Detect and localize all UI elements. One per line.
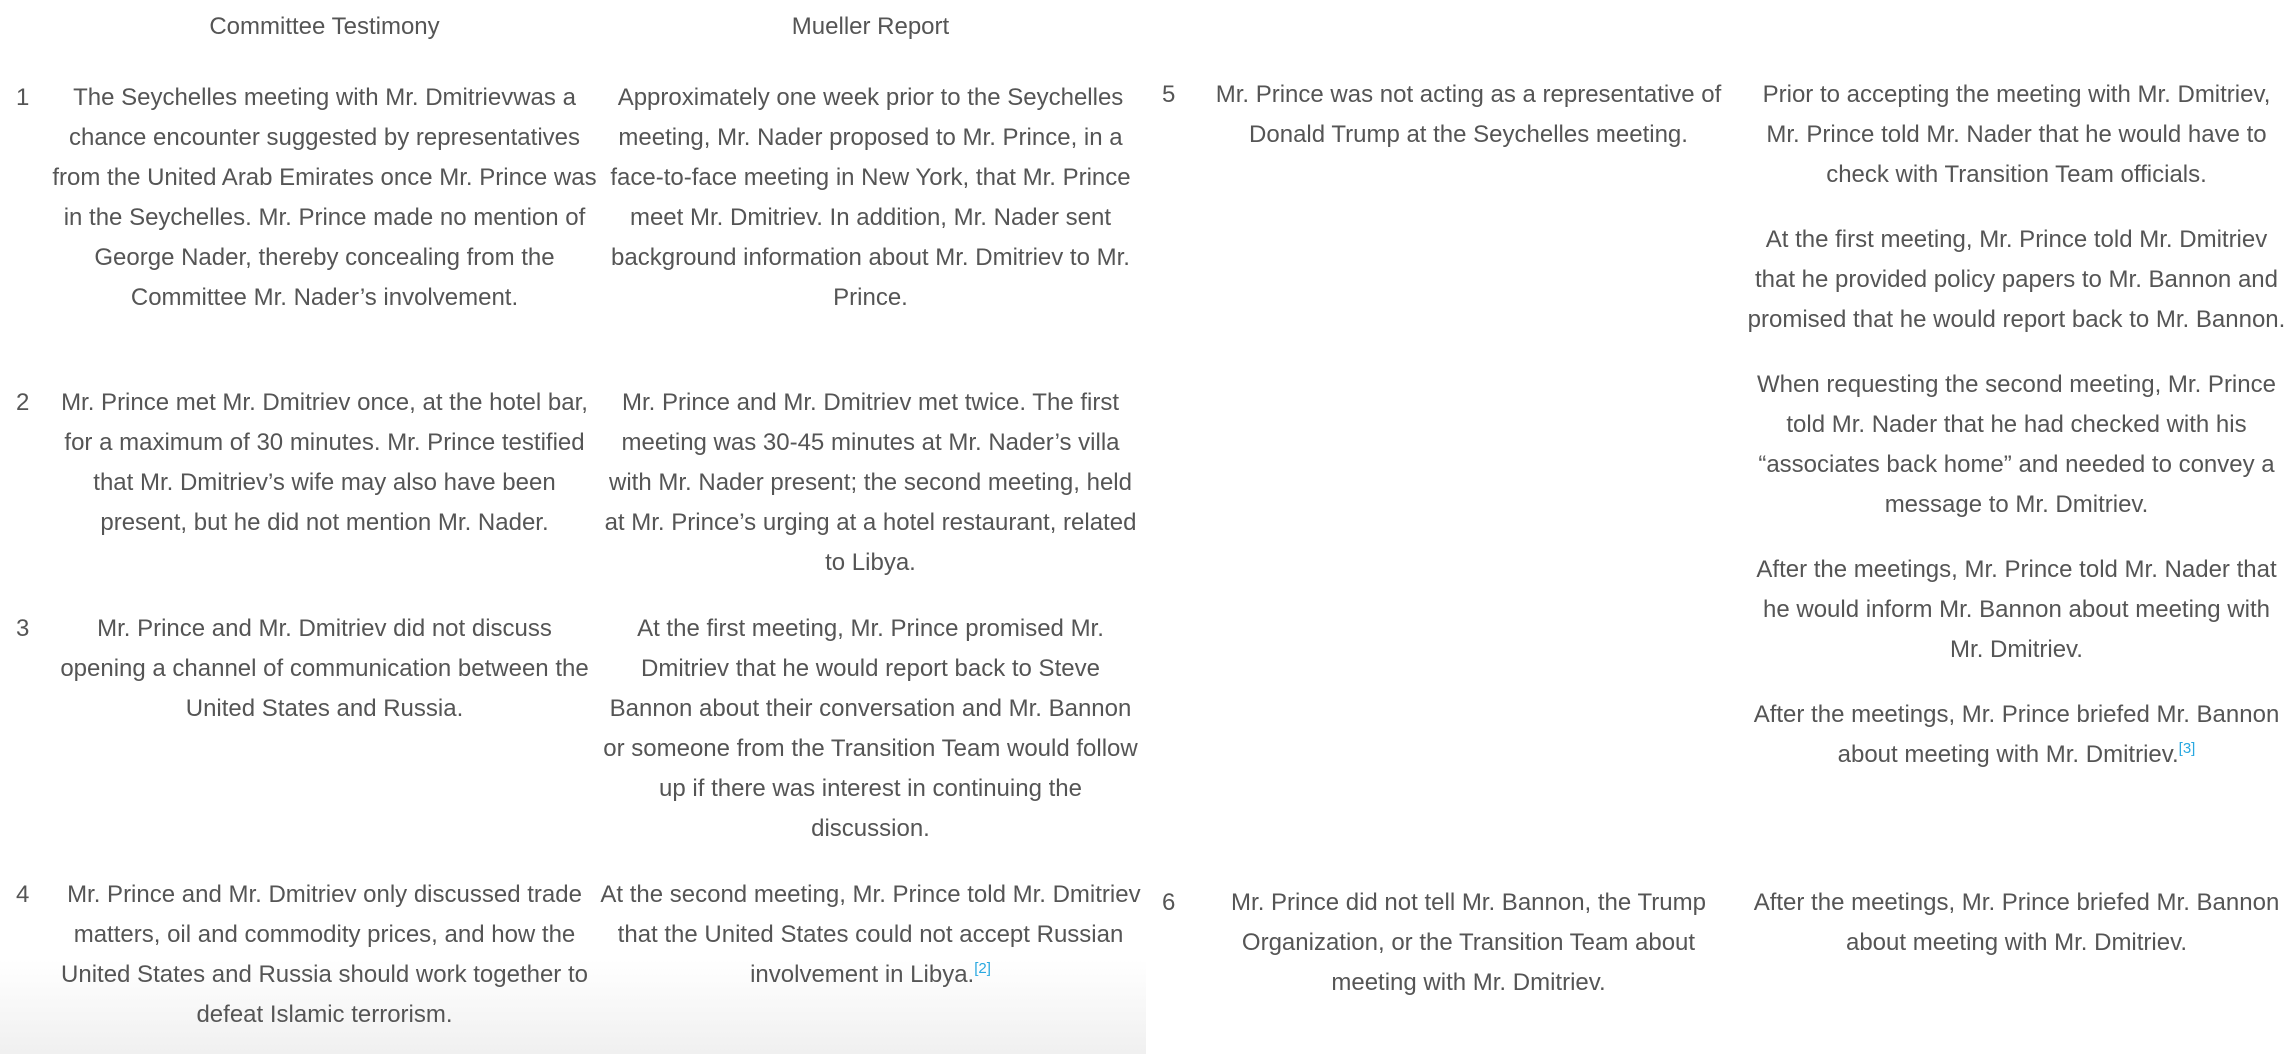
mueller-text: Prior to accepting the meeting with Mr. Dmitriev, Mr. Prince told Mr. Nader that he would have to check with Transition Team officials.: [1762, 81, 2271, 188]
mueller-paragraph: [1744, 695, 2289, 775]
mueller-paragraph: [1744, 220, 2289, 340]
testimony-cell: Mr. Prince was not acting as a representative of Donald Trump at the Seychelles meeting.: [1215, 81, 1722, 148]
mueller-text: At the first meeting, Mr. Prince promised Mr. Dmitriev that he would report back to Steve Bannon about their conversation and Mr. Bannon or someone from the Transition Team would follow up if there was interest in continuing the discussion.: [603, 615, 1138, 842]
mueller-text: At the second meeting, Mr. Prince told Mr. Dmitriev that the United States could not accept Russian involvement in Libya.: [600, 881, 1141, 988]
row-number: 1: [16, 84, 30, 111]
mueller-text: After the meetings, Mr. Prince briefed Mr. Bannon about meeting with Mr. Dmitriev.: [1753, 701, 2280, 768]
footnote-link[interactable]: [3]: [2178, 740, 2196, 757]
testimony-cell: Mr. Prince met Mr. Dmitriev once, at the hotel bar, for a maximum of 30 minutes. Mr. Prince testified that Mr. Dmitriev’s wife may also have been present, but he did not mention Mr. Nader.: [61, 389, 588, 536]
mueller-paragraph: [598, 383, 1143, 583]
testimony-cell: Mr. Prince and Mr. Dmitriev did not discuss opening a channel of communication between the United States and Russia.: [60, 615, 589, 722]
mueller-paragraph: [1744, 75, 2289, 195]
row-number: 4: [16, 881, 30, 908]
mueller-paragraph: [598, 875, 1143, 995]
mueller-cell: [598, 875, 1143, 1020]
mueller-cell: [598, 383, 1143, 608]
row-number: 3: [16, 615, 30, 642]
mueller-paragraph: [598, 609, 1143, 849]
mueller-paragraph: [1744, 550, 2289, 670]
row-number: 2: [16, 389, 30, 416]
mueller-paragraph: [1744, 365, 2289, 525]
mueller-text: Mr. Prince and Mr. Dmitriev met twice. The first meeting was 30-45 minutes at Mr. Nader’s villa with Mr. Nader present; the second meeting, held at Mr. Prince’s urging at a hotel restaurant, related to Libya.: [604, 389, 1137, 576]
mueller-text: After the meetings, Mr. Prince briefed Mr. Bannon about meeting with Mr. Dmitriev.: [1753, 889, 2280, 956]
testimony-cell: Mr. Prince and Mr. Dmitriev only discussed trade matters, oil and commodity prices, and how the United States and Russia should work together to defeat Islamic terrorism.: [61, 881, 588, 1028]
header-committee-testimony: Committee Testimony: [209, 13, 440, 40]
mueller-paragraph: [598, 78, 1143, 318]
mueller-text: At the first meeting, Mr. Prince told Mr. Dmitriev that he provided policy papers to Mr. Bannon and promised that he would report back to Mr. Bannon.: [1747, 226, 2286, 333]
mueller-text: Approximately one week prior to the Seychelles meeting, Mr. Nader proposed to Mr. Prince, in a face-to-face meeting in New York, that Mr. Prince meet Mr. Dmitriev. In addition, Mr. Nader sent background information about Mr. Dmitriev to Mr. Prince.: [610, 84, 1131, 311]
testimony-cell: Mr. Prince did not tell Mr. Bannon, the Trump Organization, or the Transition Team about meeting with Mr. Dmitriev.: [1231, 889, 1706, 996]
mueller-cell: [598, 609, 1143, 874]
footnote-link[interactable]: [2]: [974, 960, 991, 977]
mueller-paragraph: [1744, 883, 2289, 963]
mueller-cell: [1744, 883, 2289, 988]
mueller-cell: [598, 78, 1143, 343]
row-number: 6: [1162, 889, 1176, 916]
header-mueller-report: Mueller Report: [791, 13, 950, 40]
mueller-cell: [1744, 75, 2289, 800]
mueller-text: When requesting the second meeting, Mr. Prince told Mr. Nader that he had checked with his “associates back home” and needed to convey a message to Mr. Dmitriev.: [1757, 371, 2276, 518]
testimony-cell: The Seychelles meeting with Mr. Dmitrievwas a chance encounter suggested by representatives from the United Arab Emirates once Mr. Prince was in the Seychelles. Mr. Prince made no mention of George Nader, thereby concealing from the Committee Mr. Nader’s involvement.: [52, 84, 597, 311]
row-number: 5: [1162, 81, 1176, 108]
mueller-text: After the meetings, Mr. Prince told Mr. Nader that he would inform Mr. Bannon about meeting with Mr. Dmitriev.: [1756, 556, 2277, 663]
